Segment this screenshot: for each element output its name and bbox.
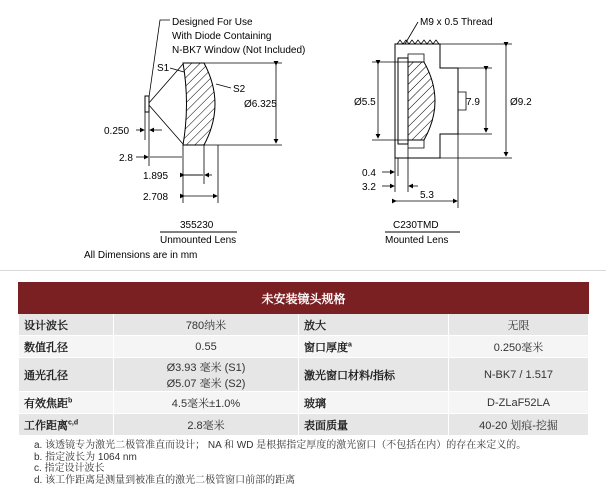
mounted-lens-drawing — [354, 17, 532, 246]
spec-table — [18, 282, 589, 436]
spec-table-title: 未安装镜头规格 — [19, 283, 589, 314]
dim-5-3: 5.3 — [420, 190, 434, 201]
s2-label: S2 — [233, 84, 246, 95]
spec-value: 40-20 划痕-挖掘 — [449, 414, 589, 436]
table-row — [19, 392, 589, 414]
dim-2-8: 2.8 — [119, 153, 133, 164]
dim-6-325: Ø6.325 — [244, 99, 277, 110]
spec-label: 激光窗口材料/指标 — [299, 358, 449, 392]
footnote-b: b. 指定波长为 1064 nm — [34, 451, 137, 463]
spec-value: 0.250毫米 — [449, 336, 589, 358]
dim-7-9: 7.9 — [466, 97, 480, 108]
table-row — [19, 358, 589, 392]
caption-unmounted-lens: Unmounted Lens — [160, 235, 237, 246]
footnote-ref: b — [68, 396, 73, 404]
footnote-ref: a — [348, 340, 352, 348]
table-row — [19, 336, 589, 358]
note-line-3: N-BK7 Window (Not Included) — [172, 45, 306, 56]
clear-aperture-s1: Ø3.93 毫米 (S1) — [166, 361, 246, 374]
caption-mounted-lens: Mounted Lens — [385, 235, 449, 246]
spec-value — [114, 358, 299, 392]
footnote-d: d. 该工作距离是测量到被准直的激光二极管窗口前部的距离 — [34, 474, 296, 486]
spec-value: 0.55 — [114, 336, 299, 358]
spec-label: 表面质量 — [299, 414, 449, 436]
dim-1-895: 1.895 — [143, 171, 169, 182]
dim-3-2: 3.2 — [362, 182, 376, 193]
spec-value: D-ZLaF52LA — [449, 392, 589, 414]
footnotes — [34, 440, 594, 486]
table-row — [19, 314, 589, 336]
spec-label: 设计波长 — [19, 314, 114, 336]
spec-label: 放大 — [299, 314, 449, 336]
spec-label: 工作距离$^{c,d}$ — [19, 414, 114, 436]
note-line-2: With Diode Containing — [172, 31, 272, 42]
all-dimensions-note: All Dimensions are in mm — [84, 250, 198, 261]
spec-label: 玻璃 — [299, 392, 449, 414]
spec-label: 窗口厚度$^a$ — [299, 336, 449, 358]
table-row — [19, 414, 589, 436]
spec-value: 780纳米 — [114, 314, 299, 336]
spec-value: N-BK7 / 1.517 — [449, 358, 589, 392]
mounted-lens-body — [408, 62, 435, 140]
unmounted-lens-drawing — [84, 17, 305, 261]
dim-0-250: 0.250 — [104, 126, 130, 137]
footnote-a: a. 该透镜专为激光二极管准直而设计； NA 和 WD 是根据指定厚度的激光窗口（不包括在内）的存在来定义的。 — [34, 440, 527, 451]
dim-9-2: Ø9.2 — [510, 97, 532, 108]
spec-label: 通光孔径 — [19, 358, 114, 392]
spec-label: 数值孔径 — [19, 336, 114, 358]
thread-label: M9 x 0.5 Thread — [420, 17, 493, 28]
s1-label: S1 — [157, 63, 170, 74]
note-line-1: Designed For Use — [172, 17, 253, 28]
clear-aperture-s2: Ø5.07 毫米 (S2) — [166, 377, 246, 390]
spec-label: 有效焦距$^b$ — [19, 392, 114, 414]
spec-value: 无限 — [449, 314, 589, 336]
dim-5-5: Ø5.5 — [354, 97, 376, 108]
part-number-355230: 355230 — [180, 220, 214, 231]
spec-value: 2.8毫米 — [114, 414, 299, 436]
section-divider — [0, 270, 606, 271]
lens-body — [183, 63, 215, 145]
footnote-ref: c,d — [68, 418, 79, 426]
part-number-c230tmd: C230TMD — [393, 220, 439, 231]
footnote-c: c. 指定设计波长 — [34, 463, 105, 474]
spec-value: 4.5毫米±1.0% — [114, 392, 299, 414]
dim-2-708: 2.708 — [143, 192, 169, 203]
dim-0-4: 0.4 — [362, 168, 376, 179]
